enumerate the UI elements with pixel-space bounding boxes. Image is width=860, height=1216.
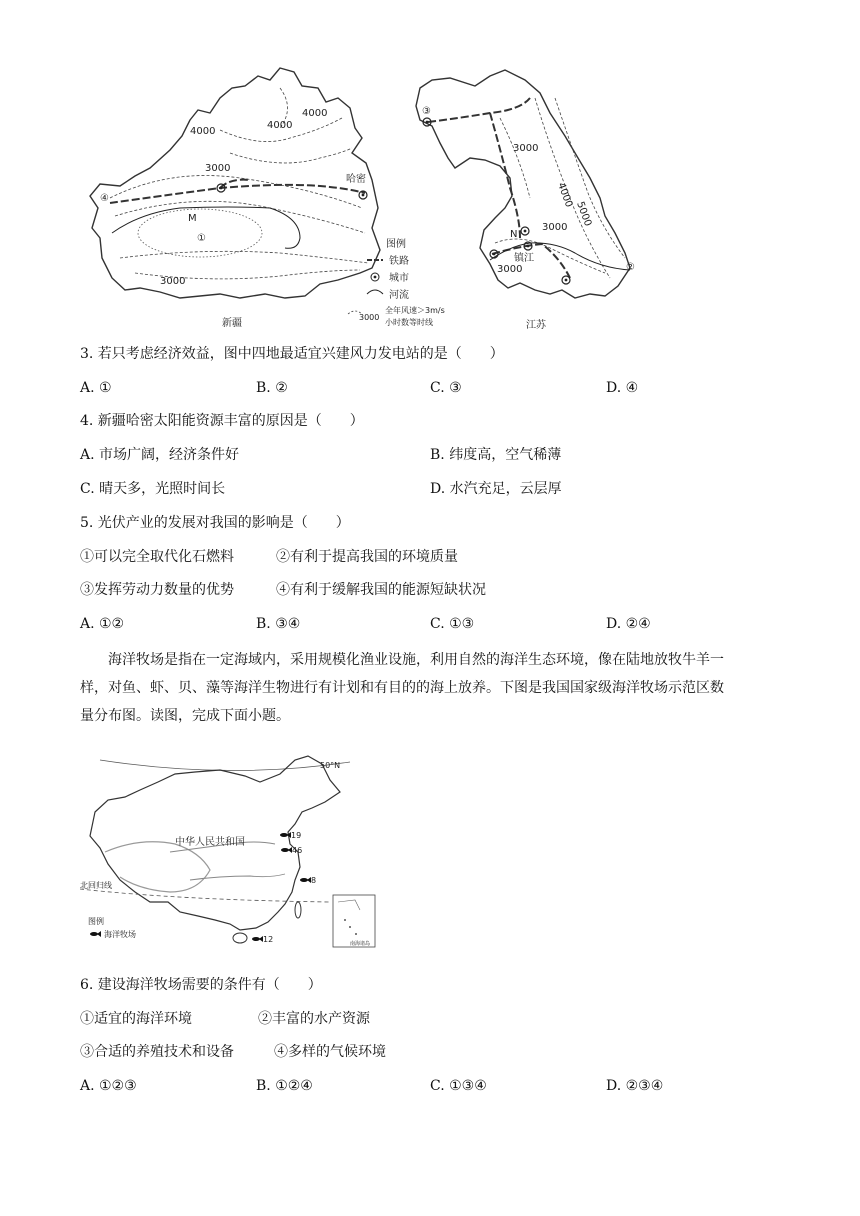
q6-option-c[interactable]: C. ①③④: [430, 1078, 487, 1094]
xinjiang-contour: [230, 148, 352, 163]
contour-label: 4000: [302, 108, 328, 119]
ranch-count: 19: [291, 831, 302, 840]
xinjiang-railway: [110, 185, 365, 203]
xinjiang-caption: 新疆: [222, 318, 242, 329]
q3-option-b[interactable]: B. ②: [256, 380, 288, 396]
q6-statement-3: ③合适的养殖技术和设备: [80, 1044, 234, 1060]
q4-option-b[interactable]: B. 纬度高，空气稀薄: [430, 447, 562, 463]
q5-option-b[interactable]: B. ③④: [256, 616, 301, 632]
ranch-marker: [281, 847, 292, 853]
mark-2-label: ②: [626, 262, 635, 273]
contour-label: 4000: [190, 126, 216, 137]
contour-label: 3000: [542, 222, 568, 233]
contour-label: 4000: [267, 120, 293, 131]
contour-label: 3000: [513, 143, 539, 154]
xinjiang-contour: [120, 251, 368, 263]
ranch-count: 8: [311, 876, 317, 885]
xinjiang-river: [112, 207, 300, 248]
marine-ranch-passage: [80, 646, 780, 730]
q4-option-c[interactable]: C. 晴天多，光照时间长: [80, 481, 226, 497]
mark-3-label: ③: [422, 106, 431, 117]
q5-statement-1: ①可以完全取代化石燃料: [80, 549, 234, 565]
legend-railway: 铁路: [389, 256, 409, 267]
jiangsu-contour: [500, 118, 530, 198]
legend-ranch: 海洋牧场: [104, 930, 136, 939]
map-legend: [348, 237, 445, 327]
q6-option-b[interactable]: B. ①②④: [256, 1078, 313, 1094]
ranch-marker: [252, 936, 263, 942]
wind-map-figure: [80, 58, 640, 333]
point-m-label: M: [188, 213, 197, 224]
south-china-sea-inset: [333, 895, 375, 947]
xinjiang-outline: [90, 68, 380, 298]
ranch-marker: [300, 877, 311, 883]
q3-option-c[interactable]: C. ③: [430, 380, 462, 396]
legend-title: 图例: [386, 239, 406, 250]
q5-option-a[interactable]: A. ①②: [80, 616, 125, 632]
legend-river-symbol: [367, 290, 383, 294]
q4-option-a[interactable]: A. 市场广阔，经济条件好: [80, 447, 240, 463]
legend-contour-value: 3000: [359, 313, 380, 322]
passage-line: 量分布图。读图，完成下面小题。: [80, 708, 290, 724]
tropic-label: 北回归线: [80, 881, 112, 890]
q6-option-a[interactable]: A. ①②③: [80, 1078, 137, 1094]
contour-label: 4000: [555, 181, 575, 209]
mark-1-label: ①: [197, 233, 206, 244]
q3-option-a[interactable]: A. ①: [80, 380, 112, 396]
q4-option-d[interactable]: D. 水汽充足，云层厚: [430, 481, 562, 497]
ranch-count: 46: [292, 846, 303, 855]
contour-label: 3000: [205, 163, 231, 174]
q5-option-d[interactable]: D. ②④: [606, 616, 651, 632]
question-5-stem: 5. 光伏产业的发展对我国的影响是（ ）: [80, 515, 350, 531]
passage-line: 海洋牧场是指在一定海域内，采用规模化渔业设施，利用自然的海洋生态环境，像在陆地放牧牛羊一: [108, 652, 724, 668]
mark-4-label: ④: [100, 193, 109, 204]
xinjiang-contour: [115, 201, 365, 233]
question-4-stem: 4. 新疆哈密太阳能资源丰富的原因是（ ）: [80, 413, 364, 429]
q6-option-d[interactable]: D. ②③④: [606, 1078, 664, 1094]
legend-contour-line1: 全年风速＞3m/s: [385, 306, 445, 315]
hami-city-marker: [362, 194, 365, 197]
q5-statement-4: ④有利于缓解我国的能源短缺状况: [276, 582, 486, 598]
latitude-label: 50°N: [320, 761, 341, 770]
q5-statement-3: ③发挥劳动力数量的优势: [80, 582, 234, 598]
jiangsu-contour: [535, 98, 610, 278]
country-label: 中华人民共和国: [175, 837, 245, 848]
contour-label: 5000: [574, 200, 594, 228]
question-6-stem: 6. 建设海洋牧场需要的条件有（ ）: [80, 977, 322, 993]
inset-label: 南海诸岛: [350, 941, 371, 947]
question-3-stem: 3. 若只考虑经济效益，图中四地最适宜兴建风力发电站的是（ ）: [80, 346, 504, 362]
point-n-label: N: [510, 229, 518, 240]
q6-statement-2: ②丰富的水产资源: [258, 1011, 370, 1027]
legend-city: 城市: [389, 273, 409, 284]
marine-ranch-map: [80, 752, 380, 950]
contour-label: 3000: [497, 264, 523, 275]
passage-line: 样，对鱼、虾、贝、藻等海洋生物进行有计划和有目的的海上放养。下图是我国国家级海洋牧场示范区数: [80, 680, 724, 696]
legend-title: 图例: [88, 917, 104, 926]
q3-option-d[interactable]: D. ④: [606, 380, 639, 396]
ranch-count: 12: [263, 935, 274, 944]
hami-label: 哈密: [346, 174, 366, 185]
city-marker: [220, 187, 223, 190]
q5-statement-2: ②有利于提高我国的环境质量: [276, 549, 458, 565]
zhenjiang-label: 镇江: [514, 253, 534, 264]
contour-label: 3000: [160, 276, 186, 287]
legend-river: 河流: [389, 290, 409, 301]
jiangsu-caption: 江苏: [526, 320, 546, 331]
q6-statement-4: ④多样的气候环境: [274, 1044, 386, 1060]
q6-statement-1: ①适宜的海洋环境: [80, 1011, 192, 1027]
legend-contour-line2: 小时数等时线: [385, 318, 433, 327]
jiangsu-railway: [428, 98, 530, 122]
q5-option-c[interactable]: C. ①③: [430, 616, 475, 632]
